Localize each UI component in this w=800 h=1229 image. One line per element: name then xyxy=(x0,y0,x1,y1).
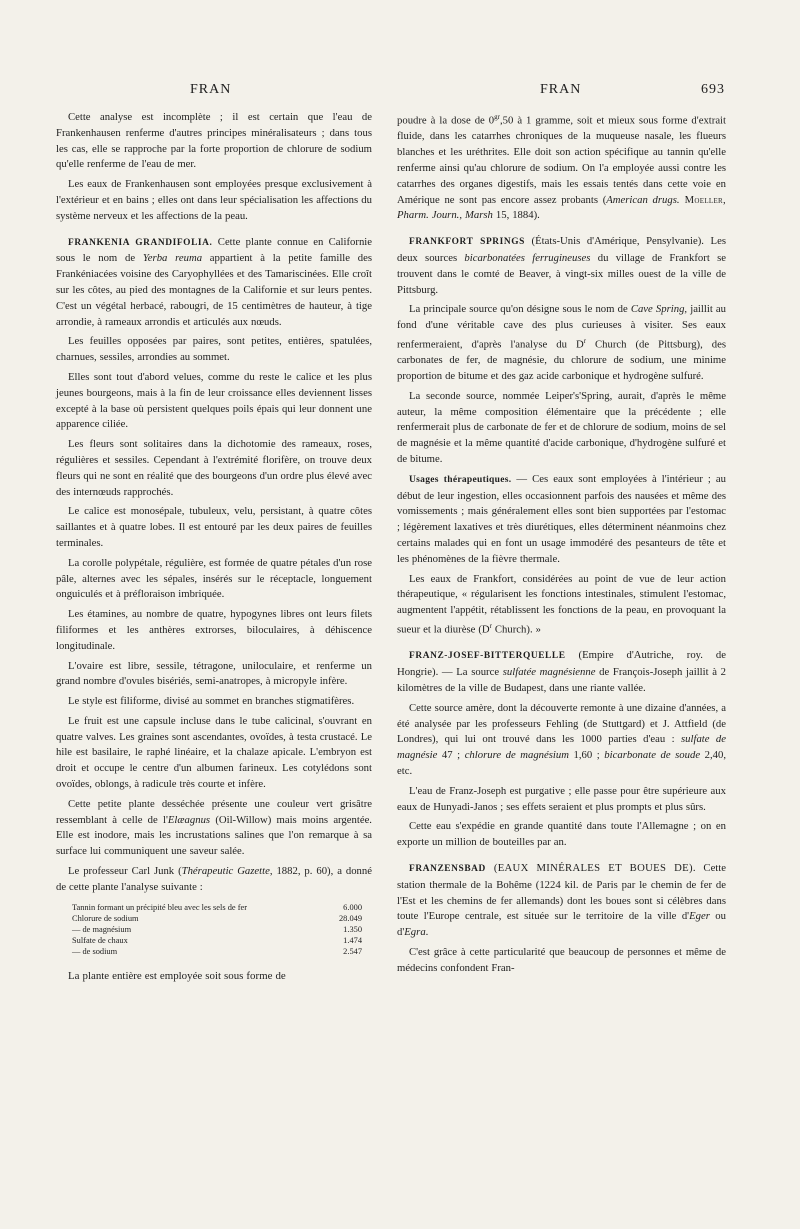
paragraph: La plante entière est employée soit sous forme de xyxy=(68,969,286,982)
table-value: 28.049 xyxy=(338,913,362,923)
table-row xyxy=(72,935,362,946)
italic-span: chlorure de magnésium xyxy=(464,749,569,762)
paragraph: Elles sont tout d'abord velues, comme du reste le calice et les plus jeunes bourgeons, mais à la fin de leur croissance elles deviennent lisses excepté à la base où persistent quelques poils épais qui leur donnent une apparence ciliée. xyxy=(56,370,372,431)
entry-heading: FRANKENIA GRANDIFOLIA. xyxy=(68,237,213,248)
paragraph: Les fleurs sont solitaires dans la dichotomie des rameaux, roses, régulières et sessiles. Cependant à l'extrémité florifère, on trouve deux fleurs qui ne sont en réalité que des bourgeons d'un ordre plus élevé avec des internœuds rapprochés. xyxy=(56,438,372,498)
text-span: Church (de Pittsburg), des carbonates de fer, de magnésie, du chlorure de sodium, une minime proportion de bitume et des gaz acide carbonique et hydrogène sulfuré. xyxy=(397,338,726,383)
entry-franzensbad xyxy=(397,861,726,941)
table-row xyxy=(72,913,362,924)
text-span: Church). » xyxy=(491,623,541,636)
italic-span: bicarbonatées ferrugineuses xyxy=(464,251,591,264)
entry-frankfort xyxy=(397,234,726,298)
entry-heading: FRANZENSBAD xyxy=(409,863,486,874)
running-head-right: FRAN xyxy=(540,82,582,97)
paragraph: Les feuilles opposées par paires, sont petites, entières, spatulées, charnues, sessiles, arrondies au sommet. xyxy=(56,335,372,364)
table-value: 6.000 xyxy=(343,902,362,912)
text-span: du village de Frankfort se trouvent dans le comté de Beaver, à vingt-six milles ouest de la ville de Pittsburg. xyxy=(397,251,726,296)
paragraph: Les étamines, au nombre de quatre, hypogynes libres ont leurs filets filiformes et les anthères extrorses, biloculaires, à déhiscence longitudinale. xyxy=(56,608,372,652)
smallcaps-span: Moeller, xyxy=(679,193,726,206)
text-span: Cette petite plante desséchée présente une couleur vert grisâtre ressemblant à celle de l' xyxy=(56,797,372,826)
text-span: Les eaux de Frankfort, considérées au point de vue de leur action thérapeutique, « régularisent les fonctions intestinales, stimulent l'estomac, augmentent l'appétit, rétablissent les fonctions de la peau, en provoquant la sueur et la diurèse (D xyxy=(397,572,726,636)
paragraph: L'ovaire est libre, sessile, tétragone, uniloculaire, et renferme un grand nombre d'ovules bisériés, semi-anatropes, à micropyle infère. xyxy=(56,659,372,688)
superscript: r xyxy=(489,622,492,631)
text-span: (Oil-Willow) mais moins argentée. Elle est inodore, mais les incrustations salines que l'on remarque à sa surface lui communiquent une saveur salée. xyxy=(56,813,372,858)
text-span: Cette plante connue en Californie sous le nom de xyxy=(56,235,372,265)
text-span: , 1882, p. 60), a donné de cette plante l'analyse suivante : xyxy=(56,865,372,893)
table-label: Sulfate de chaux xyxy=(72,935,128,945)
table-value: 1.350 xyxy=(343,924,362,934)
table-row xyxy=(72,902,362,913)
entry-heading: FRANKFORT SPRINGS xyxy=(409,237,525,248)
paragraph: Cette analyse est incomplète ; il est certain que l'eau de Frankenhausen renferme d'autres principes minéralisateurs ; dans tous les cas, elle se rapproche par la forte proportion de chlorure de sodium qu'elle renferme de l'eau de mer. xyxy=(56,111,372,171)
paragraph: Les eaux de Frankenhausen sont employées presque exclusivement à l'extérieur et en bains ; elles ont dans leur spécialisation les affections du système nerveux et les affections de la peau. xyxy=(56,178,372,222)
page-number: 693 xyxy=(701,82,725,97)
paragraph: Le style est filiforme, divisé au sommet en branches stigmatifères. xyxy=(68,695,355,708)
text-span: jaillit au fond d'une véritable cave des plus curieuses à visiter. Ses eaux renfermeraient, d'après l'analyse du D xyxy=(397,303,726,351)
text-span: La principale source qu'on désigne sous le nom de xyxy=(409,303,631,316)
table-label: — de sodium xyxy=(72,946,118,956)
table-label: — de magnésium xyxy=(72,924,132,934)
table-row xyxy=(72,924,362,935)
running-head-left: FRAN xyxy=(190,82,232,97)
table-label: Tannin formant un précipité bleu avec les sels de fer xyxy=(72,902,247,912)
paragraph xyxy=(56,797,372,860)
superscript: gr xyxy=(494,113,500,121)
table-value: 2.547 xyxy=(343,946,362,956)
entry-heading: FRANZ-JOSEF-BITTERQUELLE xyxy=(409,651,566,662)
italic-span: American drugs. xyxy=(606,193,680,206)
left-column xyxy=(56,110,372,988)
paragraph: Le calice est monosépale, tubuleux, velu, persistant, à quatre côtes saillantes et à quatre lobes. Il est entouré par les deux paires de feuilles terminales. xyxy=(56,505,372,549)
text-span: Le professeur Carl Junk ( xyxy=(68,865,182,878)
italic-span: sulfatée magnésienne xyxy=(502,666,596,679)
text-span: ou d' xyxy=(397,910,726,939)
italic-span: Thérapeutic Gazette xyxy=(181,865,270,878)
italic-span: Elæagnus xyxy=(167,813,211,826)
italic-span: Eger xyxy=(689,910,710,923)
text-span: . xyxy=(425,926,429,939)
smallcaps-span: (EAUX MINÉRALES ET BOUES DE). xyxy=(485,861,696,874)
text-span: poudre à la dose de 0 xyxy=(397,114,495,127)
subheading: Usages thérapeutiques. xyxy=(409,474,512,485)
text-span: (États-Unis d'Amérique, Pensylvanie). Les deux sources xyxy=(397,235,726,264)
text-span: Cette source amère, dont la découverte remonte à une dizaine d'années, a été analysée par les professeurs Fehling (de Stuttgard) et J. Attfield (de Londres), qui lui ont trouvé dans les 1000 parties d'eau : xyxy=(397,701,726,746)
paragraph: Le fruit est une capsule incluse dans le tube calicinal, s'ouvrant en quatre valves. Les graines sont ascendantes, ovoïdes, à testa crustacé. Le hile est basilaire, le raphé linéaire, et la chalaze apicale. L'embryon est droit et occupe le centre d'un albumen farineux. Les cotylédons sont ovoïdes, oblongs, à radicule très courte et infère. xyxy=(56,714,372,791)
table-row xyxy=(72,946,362,957)
paragraph xyxy=(56,864,372,896)
italic-span: sulfate de magnésie xyxy=(397,733,726,762)
italic-span: Yerba reuma xyxy=(142,252,203,265)
paragraph: C'est grâce à cette particularité que beaucoup de personnes et même de médecins confondent Fran- xyxy=(397,945,726,974)
table-value: 1.474 xyxy=(343,935,362,945)
paragraph: Cette eau s'expédie en grande quantité dans toute l'Allemagne ; on en exporte un million de bouteilles par an. xyxy=(397,820,726,849)
paragraph xyxy=(397,302,726,385)
entry-frankenia xyxy=(56,235,372,331)
text-span: (Empire d'Autriche, roy. de Hongrie). — La source xyxy=(397,649,726,679)
paragraph xyxy=(397,701,726,780)
text-span: 1,60 ; xyxy=(568,749,605,762)
paragraph: La seconde source, nommée Leiper's'Spring, aurait, d'après le même auteur, la même composition élémentaire que la précédente ; elle renfermerait plus de carbonate de fer et de chlorure de sodium, moins de sel de magnésie et la même quantité d'acide carbonique, d'hydrogène sulfuré et de bitume. xyxy=(397,389,726,466)
text-span: de François-Joseph jaillit à 2 kilomètres de la ville de Budapest, dans une riante vallée. xyxy=(397,666,726,694)
table-label: Chlorure de sodium xyxy=(72,913,139,923)
text-span: Cette station thermale de la Bohême (1224 kil. de Paris par le chemin de fer de l'Est et les chemins de fer allemands) dont les boues sont si célèbres dans toute l'Europe centrale, est située sur le territoire de la ville d' xyxy=(397,861,726,923)
paragraph: L'eau de Franz-Joseph est purgative ; elle passe pour être supérieure aux eaux de Hunyadi-Janos ; ses effets seraient et plus prompts et plus sûrs. xyxy=(397,784,726,813)
text-span: 47 ; xyxy=(437,749,465,762)
italic-span: Pharm. Journ., Marsh xyxy=(397,209,493,222)
italic-span: Cave Spring, xyxy=(630,303,688,316)
italic-span: bicarbonate de soude xyxy=(604,749,701,762)
paragraph xyxy=(397,110,726,224)
text-span: 2,40, etc. xyxy=(397,749,727,777)
paragraph: La corolle polypétale, régulière, est formée de quatre pétales d'un rose pâle, alternes avec les sépales, insérés sur le réceptacle, longuement onguiculés et à préfloraison imbriquée. xyxy=(56,556,372,601)
right-column xyxy=(397,110,726,981)
text-span: appartient à la petite famille des Frankéniacées voisine des Caryophyllées et des Tamariscinées. Elle croît sur les côtes, au pied des montagnes de la Californie et sur leurs pentes. C'est un végétal herbacé, rabougri, de 15 centimètres de hauteur, à tige arrondie, à rameaux arrondis et articulés aux nœuds. xyxy=(56,252,372,328)
analysis-table xyxy=(72,902,362,957)
entry-franz-josef xyxy=(397,648,726,696)
superscript: r xyxy=(583,336,587,345)
text-span: — Ces eaux sont employées à l'intérieur ; au début de leur ingestion, elles occasionnent parfois des nausées et même des vomissements ; mais généralement elles sont bien supportées par l'estomac ; légèrement laxatives et très diurétiques, elles déterminent néanmoins chez certains malades qui en font un usage immodéré des pesanteurs de tête et les phénomènes de la fièvre thermale. xyxy=(397,472,726,565)
paragraph xyxy=(397,572,726,639)
text-span: 15, 1884). xyxy=(492,209,540,222)
italic-span: Egra xyxy=(404,926,426,939)
text-span: ,50 à 1 gramme, soit et mieux sous forme d'extrait fluide, dans les catarrhes chroniques de la muqueuse nasale, les flueurs blanches et les uréthrites. Elle doit son action spécifique au tannin qu'elle renferme ainsi qu'au chlorure de sodium. On l'a employée aussi contre les catarrhes des organes digestifs, mais les essais tentés dans cette voie en Amérique ne sont pas encore assez probants ( xyxy=(397,114,727,206)
paragraph xyxy=(397,472,726,568)
